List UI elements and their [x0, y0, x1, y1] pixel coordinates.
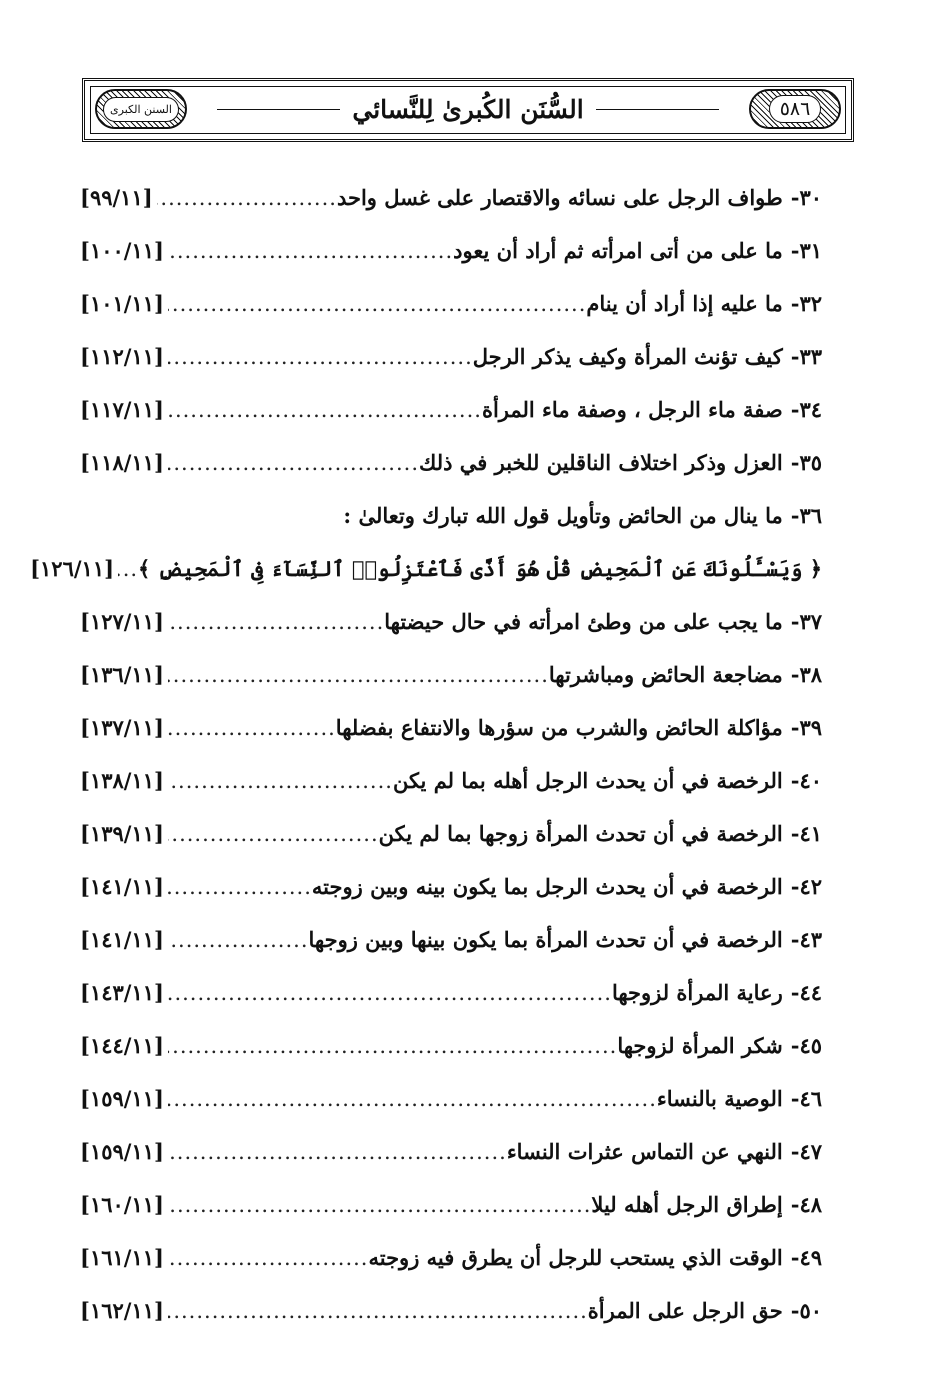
entry-number: ٣٢- — [790, 291, 822, 316]
entry-title: مؤاكلة الحائض والشرب من سؤرها والانتفاع بفضلها — [335, 715, 783, 740]
toc-entry — [80, 1079, 822, 1119]
leader-dots — [168, 337, 473, 377]
toc-entry — [80, 231, 822, 271]
leader-dots — [168, 1291, 588, 1331]
entry-reference: [١٦١/١١] — [80, 1245, 164, 1270]
entry-number: ٣٤- — [790, 397, 822, 422]
entry-number: ٣٣- — [790, 344, 822, 369]
toc-entry — [80, 1185, 822, 1225]
entry-title: صفة ماء الرجل ، وصفة ماء المرأة — [481, 397, 783, 422]
entry-title: الوقت الذي يستحب للرجل أن يطرق فيه زوجته — [368, 1245, 783, 1270]
toc-entry-continuation — [30, 549, 822, 589]
toc-entry — [80, 1291, 822, 1331]
entry-number: ٤٥- — [790, 1033, 822, 1058]
entry-title: الرخصة في أن تحدث المرأة بما يكون بينها وبين زوجها — [308, 927, 783, 952]
entry-reference: [١٣٩/١١] — [80, 821, 164, 846]
entry-reference: [١٣٧/١١] — [80, 715, 164, 740]
leader-dots — [168, 602, 384, 642]
toc-entry — [80, 1132, 822, 1172]
entry-reference: [١١٧/١١] — [80, 397, 164, 422]
entry-number: ٤٧- — [790, 1139, 822, 1164]
entry-reference: [٩٩/١١] — [80, 185, 153, 210]
ornament-label: السنن الكبرى — [103, 97, 179, 122]
entry-number: ٣٥- — [790, 450, 822, 475]
entry-number: ٥٠- — [790, 1298, 822, 1323]
entry-title: النهي عن التماس عثرات النساء — [506, 1139, 783, 1164]
toc-entry — [80, 655, 822, 695]
entry-number: ٤٤- — [790, 980, 822, 1005]
entry-reference: [١٦٢/١١] — [80, 1298, 164, 1323]
entry-number: ٤١- — [790, 821, 822, 846]
entry-title: الوصية بالنساء — [656, 1086, 783, 1111]
entry-title: شكر المرأة لزوجها — [617, 1033, 783, 1058]
toc-entry — [80, 602, 822, 642]
entry-reference: [١٠١/١١] — [80, 291, 164, 316]
toc-entry — [80, 443, 822, 483]
entry-reference: [١٣٦/١١] — [80, 662, 164, 687]
leader-dots — [168, 443, 419, 483]
entry-number: ٣٦- — [790, 503, 822, 528]
entry-number: ٣١- — [790, 238, 822, 263]
leader-dots — [168, 973, 612, 1013]
toc-entry — [80, 973, 822, 1013]
entry-title: كيف تؤنث المرأة وكيف يذكر الرجل — [472, 344, 783, 369]
entry-reference: [١٣٨/١١] — [80, 768, 164, 793]
leader-dots — [168, 655, 549, 695]
entry-number: ٣٨- — [790, 662, 822, 687]
entry-number: ٤٢- — [790, 874, 822, 899]
entry-reference: [١٤٤/١١] — [80, 1033, 164, 1058]
leader-dots — [168, 867, 312, 907]
leader-dots — [168, 284, 586, 324]
toc-entry — [80, 761, 822, 801]
entry-title: حق الرجل على المرأة — [587, 1298, 783, 1323]
leader-dots — [157, 178, 337, 218]
entry-number: ٣٠- — [790, 185, 822, 210]
entry-number: ٤٨- — [790, 1192, 822, 1217]
entry-reference: [١٤٣/١١] — [80, 980, 164, 1005]
entry-reference: [١١٨/١١] — [80, 450, 164, 475]
entry-title: ما يجب على من وطئ امرأته في حال حيضتها — [384, 609, 783, 634]
leader-dots — [118, 549, 138, 589]
entry-number: ٤٩- — [790, 1245, 822, 1270]
toc-entry — [80, 178, 822, 218]
entry-number: ٣٩- — [790, 715, 822, 740]
leader-dots — [168, 1238, 369, 1278]
entry-reference: [١٤١/١١] — [80, 927, 164, 952]
entry-title: الرخصة في أن تحدث المرأة زوجها بما لم يكن — [378, 821, 783, 846]
entry-title: ما عليه إذا أراد أن ينام — [586, 291, 783, 316]
ornament-emblem — [95, 89, 187, 129]
toc-entry — [80, 390, 822, 430]
entry-title: إطراق الرجل أهله ليلا — [591, 1192, 783, 1217]
entry-number: ٤٦- — [790, 1086, 822, 1111]
entry-reference: [١٥٩/١١] — [80, 1139, 164, 1164]
quran-verse: ﴿ وَيَسْـَٔلُونَكَ عَنِ ٱلْمَحِيضِ قُلْ هُوَ أَذًى فَٱعْتَزِلُوا۟ ٱلنِّسَآءَ فِى ٱلْمَحِيضِ ﴾ — [138, 556, 822, 581]
leader-dots — [168, 920, 309, 960]
entry-reference: [١٢٧/١١] — [80, 609, 164, 634]
entry-reference: [١٢٦/١١] — [30, 556, 115, 581]
entry-number: ٤٠- — [790, 768, 822, 793]
leader-dots — [168, 761, 393, 801]
entry-reference: [١١٢/١١] — [80, 344, 164, 369]
entry-title: ما ينال من الحائض وتأويل قول الله تبارك وتعالىٰ : — [343, 503, 783, 528]
leader-dots — [168, 708, 336, 748]
entry-title: رعاية المرأة لزوجها — [611, 980, 783, 1005]
toc-entry — [80, 708, 822, 748]
leader-dots — [168, 1132, 507, 1172]
leader-dots — [168, 390, 482, 430]
running-title: السُّنَن الكُبرىٰ لِلنَّسائي — [205, 90, 731, 128]
entry-title: الرخصة في أن يحدث الرجل بما يكون بينه وبين زوجته — [311, 874, 783, 899]
entry-number: ٣٧- — [790, 609, 822, 634]
page-number: ٥٨٦ — [769, 95, 822, 123]
toc-entry — [80, 867, 822, 907]
page-header — [82, 78, 854, 142]
entry-title: ما على من أتى امرأته ثم أراد أن يعود — [453, 238, 783, 263]
leader-dots — [168, 814, 379, 854]
entry-reference: [١٤١/١١] — [80, 874, 164, 899]
toc-entry — [80, 814, 822, 854]
page-number-frame — [749, 89, 841, 129]
entry-number: ٤٣- — [790, 927, 822, 952]
toc-entry — [80, 337, 822, 377]
leader-dots — [168, 1026, 617, 1066]
leader-dots — [168, 231, 453, 271]
toc-entry — [80, 920, 822, 960]
entry-reference: [١٦٠/١١] — [80, 1192, 164, 1217]
toc-entry — [80, 496, 822, 536]
entry-title: الرخصة في أن يحدث الرجل أهله بما لم يكن — [392, 768, 783, 793]
entry-title: العزل وذكر اختلاف الناقلين للخبر في ذلك — [419, 450, 783, 475]
leader-dots — [168, 1185, 591, 1225]
entry-title: مضاجعة الحائض ومباشرتها — [548, 662, 783, 687]
entry-title: طواف الرجل على نسائه والاقتصار على غسل واحد — [336, 185, 783, 210]
toc-entry — [80, 1026, 822, 1066]
toc-entry — [80, 1238, 822, 1278]
entry-reference: [١٠٠/١١] — [80, 238, 164, 263]
entry-reference: [١٥٩/١١] — [80, 1086, 164, 1111]
leader-dots — [168, 1079, 657, 1119]
toc-entry — [80, 284, 822, 324]
